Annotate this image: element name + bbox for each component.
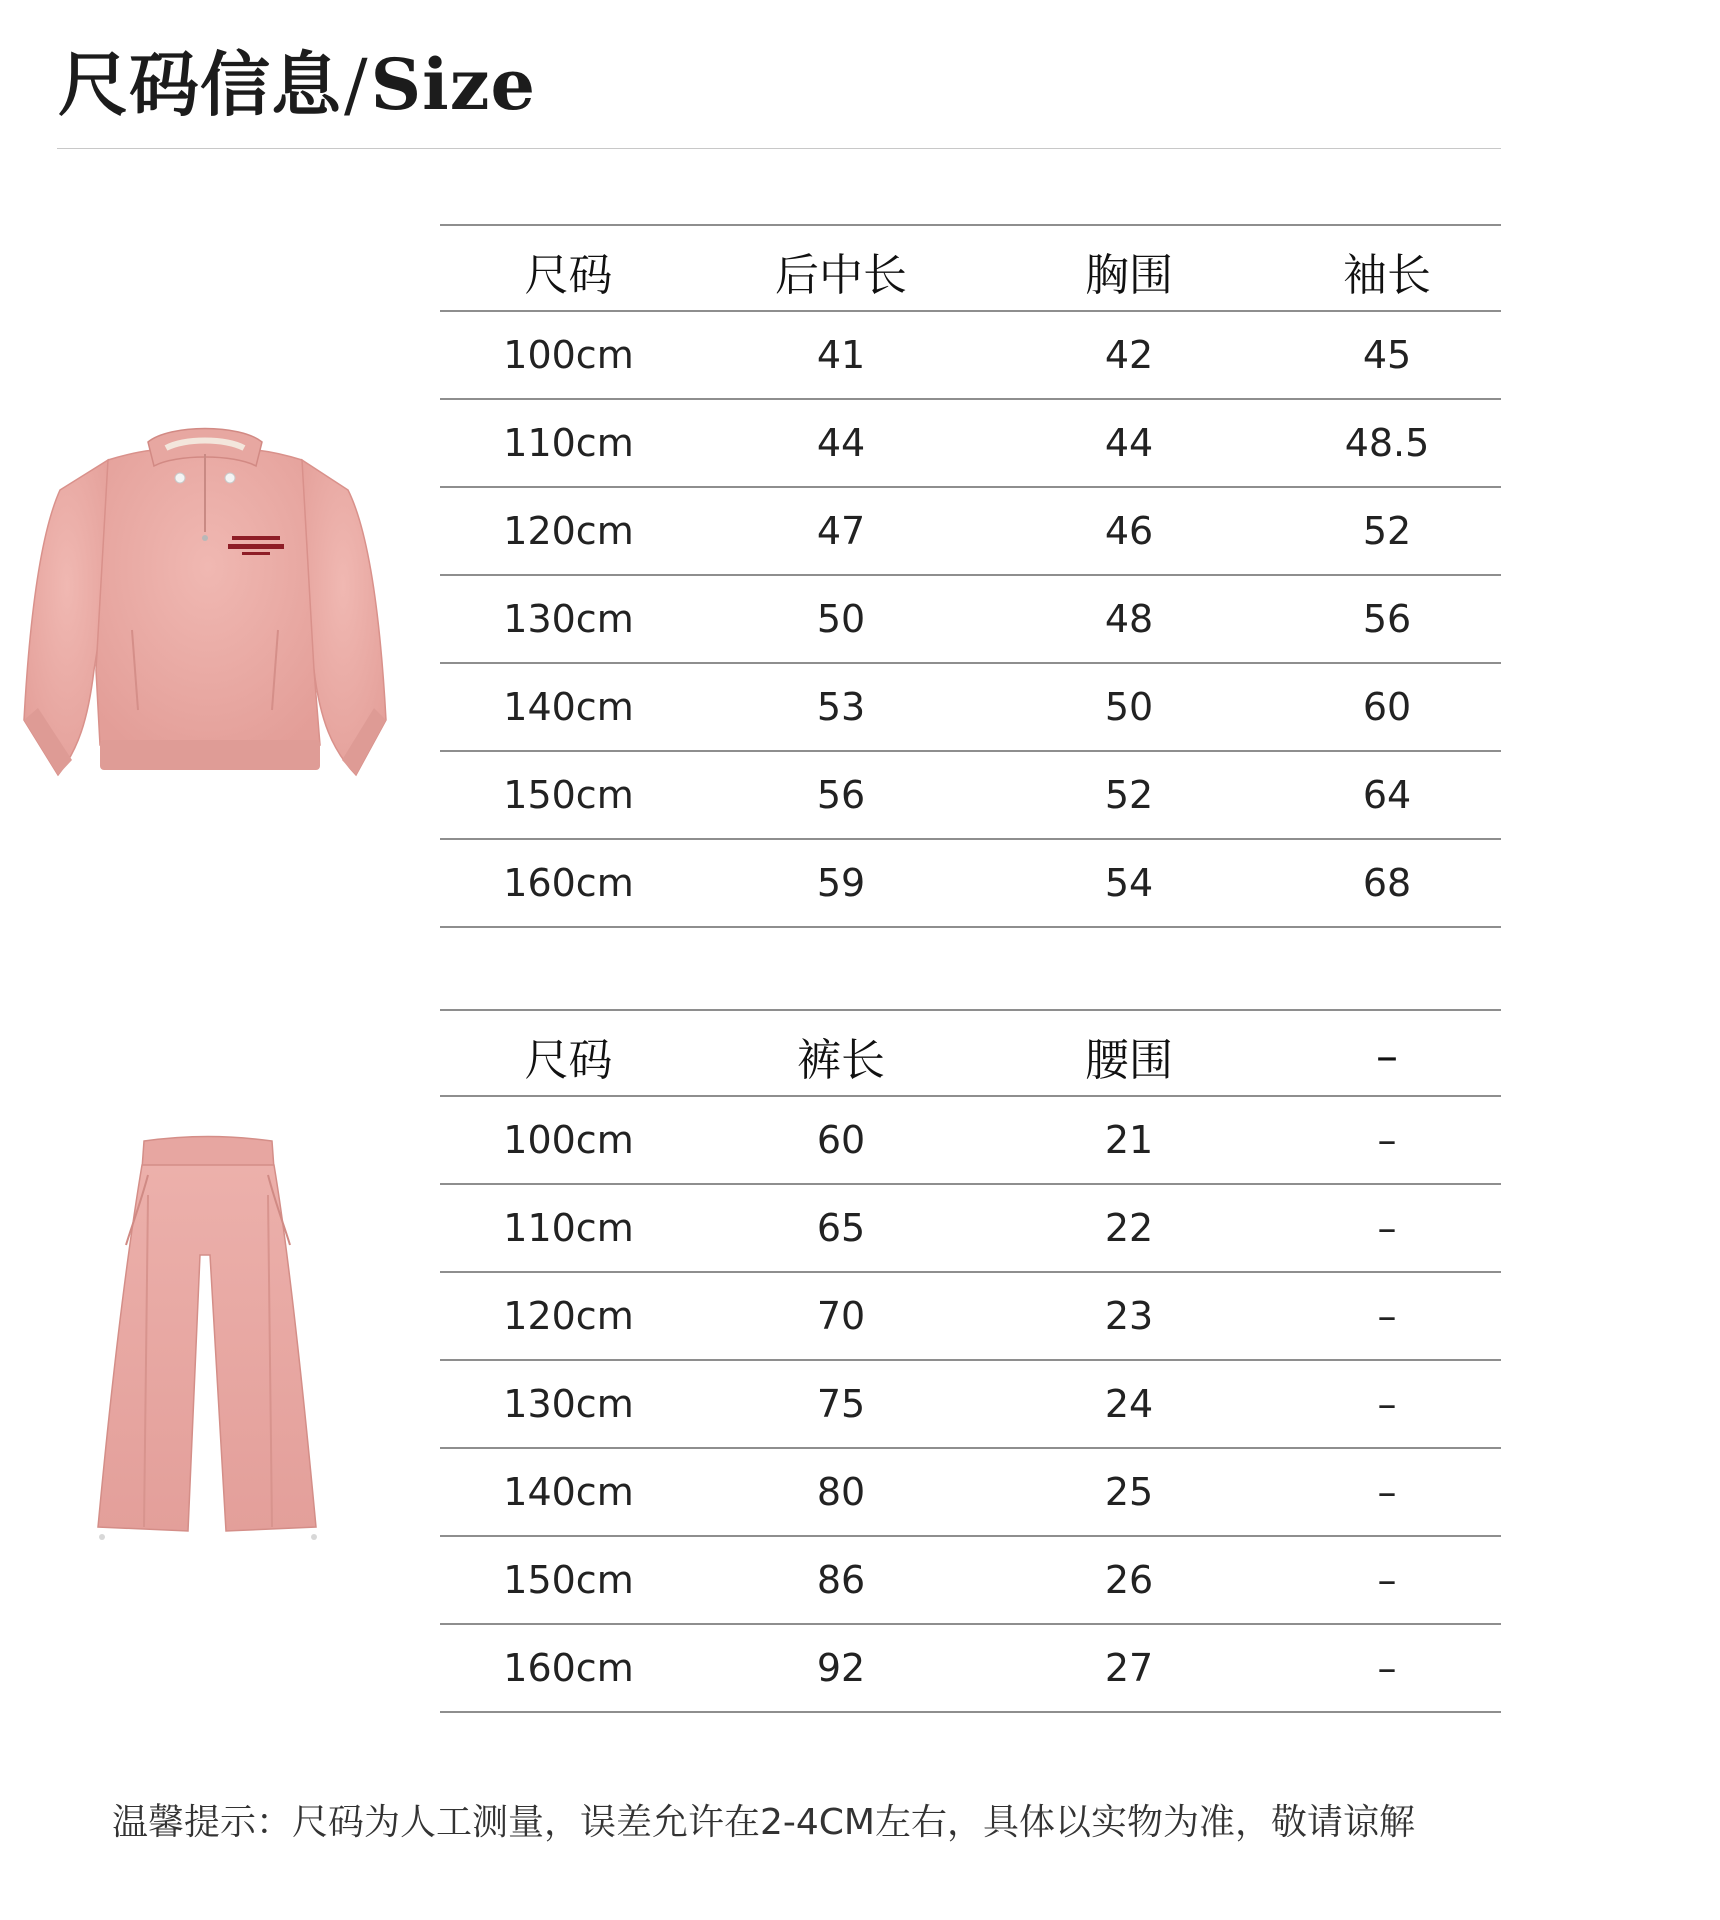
cell-value: 44 — [816, 421, 866, 465]
cell-value: 54 — [1104, 861, 1154, 905]
header-empty: – — [1376, 1030, 1398, 1082]
table-row — [440, 662, 1501, 750]
cell-size: 150cm — [503, 1558, 634, 1602]
cell-size: 100cm — [503, 1118, 634, 1162]
table-header-row — [440, 224, 1501, 310]
cell-value: 60 — [816, 1118, 866, 1162]
header-pants-length: 裤长 — [797, 1035, 885, 1086]
table-row — [440, 1447, 1501, 1535]
cell-value: 24 — [1104, 1382, 1154, 1426]
cell-value: 41 — [816, 333, 866, 377]
cell-value: 42 — [1104, 333, 1154, 377]
table-row — [440, 838, 1501, 928]
title-divider — [57, 148, 1501, 149]
cell-value: 65 — [816, 1206, 866, 1250]
cell-value: 45 — [1362, 333, 1412, 377]
cell-value: 80 — [816, 1470, 866, 1514]
table-row — [440, 1271, 1501, 1359]
cell-value: 60 — [1362, 685, 1412, 729]
header-back-length: 后中长 — [775, 250, 907, 301]
cell-value: 56 — [1362, 597, 1412, 641]
sweatshirt-icon — [20, 420, 390, 790]
header-chest: 胸围 — [1085, 250, 1173, 301]
header-sleeve-length: 袖长 — [1343, 250, 1431, 301]
cell-size: 120cm — [503, 1294, 634, 1338]
title-slash: / — [344, 44, 369, 126]
table-row — [440, 1095, 1501, 1183]
cell-value: 22 — [1104, 1206, 1154, 1250]
measurement-note: 温馨提示：尺码为人工测量，误差允许在2-4CM左右，具体以实物为准，敬请谅解 — [112, 1802, 1415, 1843]
cell-value: 46 — [1104, 509, 1154, 553]
cell-size: 160cm — [503, 861, 634, 905]
cell-value: 64 — [1362, 773, 1412, 817]
cell-value: 92 — [816, 1646, 866, 1690]
cell-value: 48 — [1104, 597, 1154, 641]
cell-value: 47 — [816, 509, 866, 553]
header-waist: 腰围 — [1085, 1035, 1173, 1086]
cell-value: 75 — [816, 1382, 866, 1426]
cell-value: 26 — [1104, 1558, 1154, 1602]
table-row — [440, 1359, 1501, 1447]
table-header-row — [440, 1009, 1501, 1095]
cell-value: 59 — [816, 861, 866, 905]
page-title — [58, 40, 536, 130]
table-row — [440, 574, 1501, 662]
table-row — [440, 1535, 1501, 1623]
cell-value: 86 — [816, 1558, 866, 1602]
cell-value: 52 — [1104, 773, 1154, 817]
cell-value: 50 — [816, 597, 866, 641]
table-row — [440, 486, 1501, 574]
header-size: 尺码 — [524, 1035, 613, 1086]
cell-value: – — [1377, 1294, 1397, 1338]
cell-size: 130cm — [503, 1382, 634, 1426]
cell-value: – — [1377, 1382, 1397, 1426]
top-size-table — [440, 224, 1501, 928]
title-chinese: 尺码信息 — [58, 44, 342, 126]
cell-value: – — [1377, 1558, 1397, 1602]
table-row — [440, 398, 1501, 486]
cell-size: 120cm — [503, 509, 634, 553]
cell-value: 21 — [1104, 1118, 1154, 1162]
cell-value: 52 — [1362, 509, 1412, 553]
cell-size: 160cm — [503, 1646, 634, 1690]
cell-value: 53 — [816, 685, 866, 729]
title-english: Size — [370, 43, 537, 126]
cell-size: 110cm — [503, 1206, 634, 1250]
cell-value: 70 — [816, 1294, 866, 1338]
bottom-size-table — [440, 1009, 1501, 1713]
cell-value: – — [1377, 1206, 1397, 1250]
header-size: 尺码 — [524, 250, 613, 301]
cell-value: 68 — [1362, 861, 1412, 905]
cell-value: 27 — [1104, 1646, 1154, 1690]
cell-value: 25 — [1104, 1470, 1154, 1514]
table-row — [440, 750, 1501, 838]
cell-size: 140cm — [503, 685, 634, 729]
table-row — [440, 1623, 1501, 1713]
cell-size: 110cm — [503, 421, 634, 465]
cell-size: 150cm — [503, 773, 634, 817]
cell-size: 140cm — [503, 1470, 634, 1514]
pants-icon — [88, 1135, 328, 1555]
cell-size: 100cm — [503, 333, 634, 377]
table-row — [440, 1183, 1501, 1271]
cell-value: – — [1377, 1470, 1397, 1514]
cell-value: 23 — [1104, 1294, 1154, 1338]
cell-value: 44 — [1104, 421, 1154, 465]
cell-value: 50 — [1104, 685, 1154, 729]
cell-value: 48.5 — [1344, 421, 1430, 465]
table-row — [440, 310, 1501, 398]
cell-value: 56 — [816, 773, 866, 817]
cell-value: – — [1377, 1646, 1397, 1690]
cell-value: – — [1377, 1118, 1397, 1162]
cell-size: 130cm — [503, 597, 634, 641]
